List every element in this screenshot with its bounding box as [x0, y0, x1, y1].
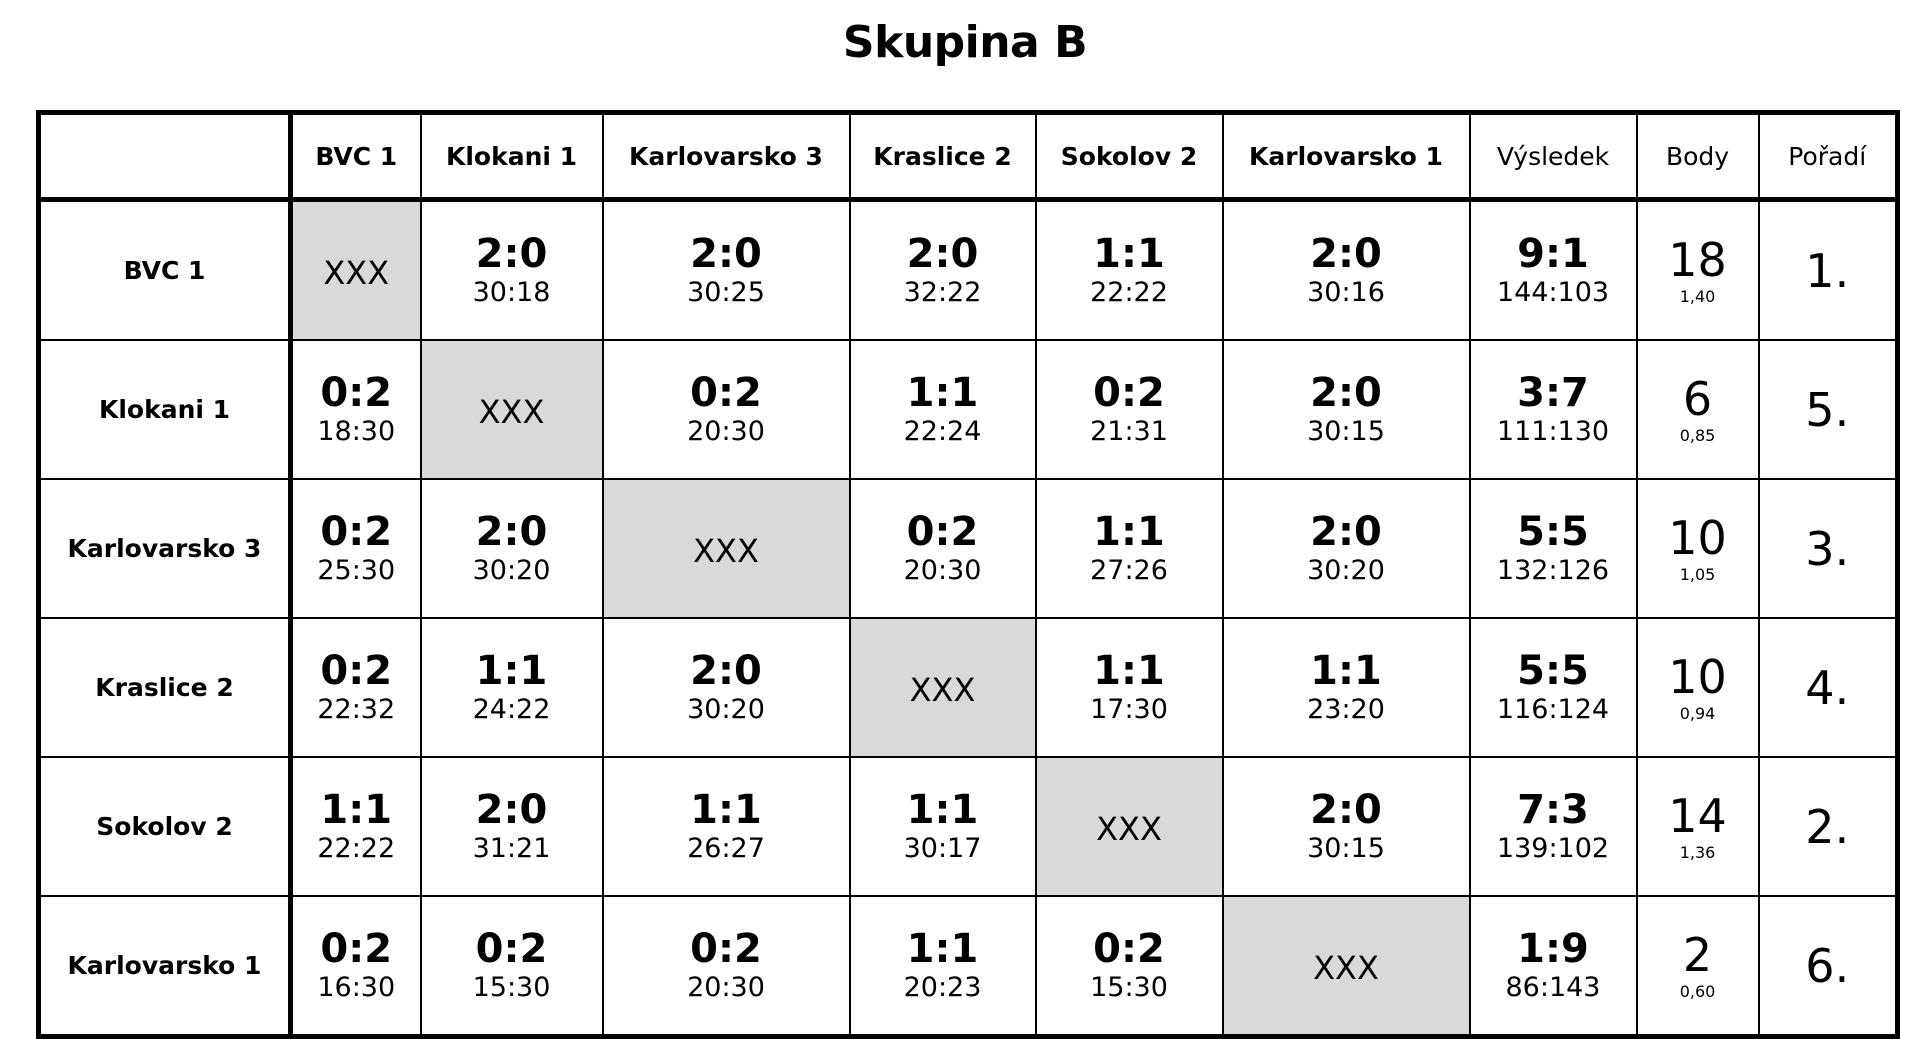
match-result-cell [1036, 340, 1223, 479]
header-row [39, 113, 1898, 200]
point-score: 20:30 [687, 971, 765, 1003]
point-score: 22:22 [317, 832, 396, 864]
set-score: 1:1 [1310, 647, 1382, 694]
point-score: 22:24 [903, 415, 982, 447]
set-score: 0:2 [906, 508, 979, 555]
point-score: 20:30 [903, 554, 982, 586]
points-cell [1637, 479, 1759, 618]
points-value: 2 [1682, 927, 1713, 982]
set-score: 2:0 [1310, 369, 1382, 416]
set-score: 2:0 [1310, 508, 1382, 555]
rank-cell: 6. [1759, 896, 1898, 1037]
points-cell [1637, 200, 1759, 341]
points-cell [1637, 340, 1759, 479]
point-score: 30:15 [1307, 832, 1385, 864]
point-score: 30:16 [1307, 276, 1385, 308]
set-score: 0:2 [690, 925, 762, 972]
set-score: 0:2 [320, 925, 393, 972]
set-score: 1:1 [690, 786, 762, 833]
point-ratio: 0,85 [1679, 425, 1716, 445]
points-cell [1637, 757, 1759, 896]
match-result-cell [291, 757, 421, 896]
point-score: 30:20 [687, 693, 765, 725]
set-score: 2:0 [1310, 230, 1382, 277]
column-header-team: Karlovarsko 1 [1223, 113, 1470, 200]
table-row [39, 896, 1898, 1037]
column-header-team: Kraslice 2 [850, 113, 1036, 200]
points-value: 10 [1668, 510, 1727, 565]
point-score: 15:30 [1090, 971, 1168, 1003]
column-header-team: Klokani 1 [421, 113, 603, 200]
set-score: 2:0 [475, 786, 548, 833]
match-result-cell [1223, 340, 1470, 479]
set-score: 1:1 [475, 647, 548, 694]
total-set-score: 3:7 [1517, 369, 1589, 416]
row-header-team: Klokani 1 [39, 340, 291, 479]
self-match-cell: XXX [1223, 896, 1470, 1037]
match-result-cell [603, 757, 850, 896]
set-score: 2:0 [906, 230, 979, 277]
rank-cell: 2. [1759, 757, 1898, 896]
row-header-team: Sokolov 2 [39, 757, 291, 896]
match-result-cell [1223, 200, 1470, 341]
match-result-cell [421, 200, 603, 341]
match-result-cell [603, 200, 850, 341]
rank-cell: 4. [1759, 618, 1898, 757]
points-value: 10 [1668, 649, 1727, 704]
match-result-cell [850, 479, 1036, 618]
point-score: 26:27 [687, 832, 765, 864]
match-result-cell [1036, 896, 1223, 1037]
total-point-score: 116:124 [1496, 693, 1610, 725]
point-ratio: 0,94 [1679, 703, 1716, 723]
set-score: 0:2 [320, 369, 393, 416]
point-score: 31:21 [472, 832, 551, 864]
match-result-cell [1036, 618, 1223, 757]
match-result-cell [850, 200, 1036, 341]
match-result-cell [421, 757, 603, 896]
total-point-score: 139:102 [1496, 832, 1610, 864]
corner-cell [39, 113, 291, 200]
points-cell [1637, 896, 1759, 1037]
set-score: 1:1 [320, 786, 393, 833]
set-score: 2:0 [475, 508, 548, 555]
self-match-cell: XXX [291, 200, 421, 341]
point-ratio: 0,60 [1679, 981, 1716, 1001]
set-score: 1:1 [1093, 647, 1165, 694]
total-point-score: 132:126 [1496, 554, 1610, 586]
match-result-cell [1223, 479, 1470, 618]
total-set-score: 5:5 [1517, 508, 1589, 555]
match-result-cell [850, 340, 1036, 479]
row-header-team: Karlovarsko 1 [39, 896, 291, 1037]
point-ratio: 1,40 [1679, 286, 1716, 306]
match-result-cell [1223, 618, 1470, 757]
total-set-score: 7:3 [1517, 786, 1589, 833]
table-row [39, 200, 1898, 341]
point-score: 20:23 [903, 971, 982, 1003]
total-set-score: 1:9 [1517, 925, 1589, 972]
set-score: 2:0 [1310, 786, 1382, 833]
points-value: 14 [1668, 788, 1727, 843]
match-result-cell [291, 479, 421, 618]
total-set-score: 9:1 [1517, 230, 1589, 277]
point-score: 30:15 [1307, 415, 1385, 447]
match-result-cell [421, 479, 603, 618]
total-result-cell [1470, 896, 1637, 1037]
point-ratio: 1,36 [1679, 842, 1716, 862]
set-score: 1:1 [1093, 508, 1165, 555]
point-score: 22:22 [1090, 276, 1168, 308]
total-point-score: 144:103 [1496, 276, 1610, 308]
self-match-cell: XXX [603, 479, 850, 618]
match-result-cell [291, 896, 421, 1037]
point-score: 15:30 [472, 971, 551, 1003]
table-row [39, 479, 1898, 618]
point-score: 32:22 [903, 276, 982, 308]
self-match-cell: XXX [1036, 757, 1223, 896]
match-result-cell [603, 340, 850, 479]
rank-cell: 3. [1759, 479, 1898, 618]
point-score: 17:30 [1090, 693, 1168, 725]
column-header-team: BVC 1 [291, 113, 421, 200]
points-cell [1637, 618, 1759, 757]
set-score: 0:2 [1093, 925, 1165, 972]
set-score: 0:2 [690, 369, 762, 416]
total-result-cell [1470, 200, 1637, 341]
match-result-cell [850, 896, 1036, 1037]
row-header-team: BVC 1 [39, 200, 291, 341]
point-ratio: 1,05 [1679, 564, 1716, 584]
points-value: 6 [1682, 371, 1713, 426]
point-score: 20:30 [687, 415, 765, 447]
point-score: 27:26 [1090, 554, 1168, 586]
column-header-points: Body [1637, 113, 1759, 200]
set-score: 1:1 [906, 786, 979, 833]
standings-table [36, 110, 1900, 1039]
point-score: 24:22 [472, 693, 551, 725]
set-score: 2:0 [690, 647, 762, 694]
total-result-cell [1470, 340, 1637, 479]
match-result-cell [291, 340, 421, 479]
set-score: 1:1 [1093, 230, 1165, 277]
set-score: 2:0 [690, 230, 762, 277]
point-score: 16:30 [317, 971, 396, 1003]
match-result-cell [1036, 479, 1223, 618]
set-score: 0:2 [1093, 369, 1165, 416]
match-result-cell [291, 618, 421, 757]
table-row [39, 757, 1898, 896]
column-header-rank: Pořadí [1759, 113, 1898, 200]
point-score: 18:30 [317, 415, 396, 447]
total-set-score: 5:5 [1517, 647, 1589, 694]
column-header-team: Sokolov 2 [1036, 113, 1223, 200]
point-score: 25:30 [317, 554, 396, 586]
point-score: 30:17 [903, 832, 982, 864]
match-result-cell [421, 896, 603, 1037]
total-point-score: 111:130 [1496, 415, 1610, 447]
set-score: 0:2 [320, 508, 393, 555]
set-score: 2:0 [475, 230, 548, 277]
total-result-cell [1470, 757, 1637, 896]
row-header-team: Kraslice 2 [39, 618, 291, 757]
table-row [39, 618, 1898, 757]
set-score: 0:2 [320, 647, 393, 694]
total-point-score: 86:143 [1505, 971, 1601, 1003]
total-result-cell [1470, 618, 1637, 757]
rank-cell: 5. [1759, 340, 1898, 479]
column-header-result: Výsledek [1470, 113, 1637, 200]
match-result-cell [1036, 200, 1223, 341]
rank-cell: 1. [1759, 200, 1898, 341]
point-score: 22:32 [317, 693, 396, 725]
points-value: 18 [1668, 232, 1727, 287]
point-score: 30:25 [687, 276, 765, 308]
self-match-cell: XXX [421, 340, 603, 479]
column-header-team: Karlovarsko 3 [603, 113, 850, 200]
match-result-cell [421, 618, 603, 757]
set-score: 1:1 [906, 925, 979, 972]
self-match-cell: XXX [850, 618, 1036, 757]
match-result-cell [603, 618, 850, 757]
point-score: 30:20 [1307, 554, 1385, 586]
point-score: 30:20 [472, 554, 551, 586]
match-result-cell [850, 757, 1036, 896]
row-header-team: Karlovarsko 3 [39, 479, 291, 618]
point-score: 23:20 [1307, 693, 1385, 725]
table-row [39, 340, 1898, 479]
point-score: 21:31 [1090, 415, 1168, 447]
match-result-cell [1223, 757, 1470, 896]
total-result-cell [1470, 479, 1637, 618]
set-score: 0:2 [475, 925, 548, 972]
match-result-cell [603, 896, 850, 1037]
set-score: 1:1 [906, 369, 979, 416]
page-title: Skupina B [842, 17, 1088, 68]
point-score: 30:18 [472, 276, 551, 308]
